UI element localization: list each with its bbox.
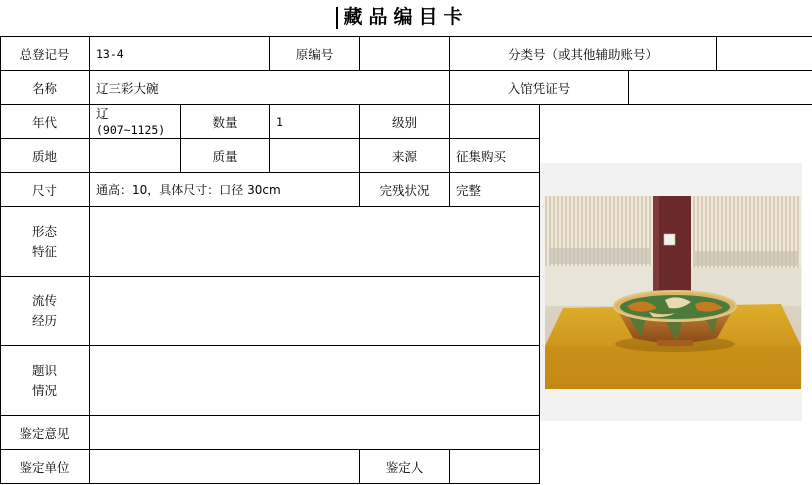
total-reg-no-label: 总登记号	[19, 46, 70, 62]
category-no-value[interactable]	[717, 37, 812, 70]
quantity-label: 数量	[212, 114, 238, 130]
orig-no-value[interactable]	[360, 37, 449, 70]
form-label-line2: 特征	[31, 243, 57, 259]
grade-value[interactable]	[450, 105, 539, 138]
name-label: 名称	[31, 80, 57, 96]
grade-label: 级别	[391, 114, 417, 130]
source-label: 来源	[391, 148, 417, 164]
era-value[interactable]	[90, 105, 180, 138]
appraisal-opinion-value[interactable]	[90, 416, 539, 449]
grid-line	[0, 483, 540, 484]
form-features-label	[0, 207, 89, 276]
appraisal-opinion-label: 鉴定意见	[19, 425, 70, 441]
appraiser-value[interactable]	[450, 450, 539, 483]
inscription-label-line1: 题识	[31, 362, 57, 378]
entry-voucher-label: 入馆凭证号	[507, 80, 571, 96]
size-value[interactable]: 通高：10，具体尺寸：口径 30cm	[96, 183, 281, 197]
era-label: 年代	[31, 114, 57, 130]
inscription-label-line2: 情况	[31, 382, 57, 398]
weight-value[interactable]	[270, 139, 359, 172]
artifact-photo-frame	[540, 163, 802, 421]
era-value-years: (907~1125)	[96, 123, 166, 137]
condition-value[interactable]: 完整	[456, 182, 482, 198]
weight-label: 质量	[212, 148, 238, 164]
appraisal-unit-value[interactable]	[90, 450, 359, 483]
entry-voucher-value[interactable]	[629, 71, 812, 104]
material-label: 质地	[31, 148, 57, 164]
provenance-value[interactable]	[90, 277, 539, 345]
text-cursor	[336, 7, 338, 29]
category-no-label: 分类号（或其他辅助账号）	[507, 46, 658, 62]
inscription-value[interactable]	[90, 346, 539, 415]
material-value[interactable]	[90, 139, 180, 172]
name-value[interactable]: 辽三彩大碗	[96, 80, 159, 96]
provenance-label-line2: 经历	[31, 313, 57, 328]
total-reg-no-value[interactable]: 13-4	[96, 46, 124, 61]
appraiser-label: 鉴定人	[385, 459, 424, 475]
quantity-value[interactable]: 1	[276, 114, 283, 129]
provenance-label	[0, 277, 89, 345]
orig-no-label: 原编号	[295, 46, 334, 62]
appraisal-unit-label: 鉴定单位	[19, 459, 70, 475]
form-features-value[interactable]	[90, 207, 539, 276]
source-value[interactable]: 征集购买	[456, 148, 507, 164]
era-value-dynasty: 辽	[96, 106, 109, 121]
artifact-photo	[545, 196, 801, 389]
condition-label: 完残状况	[379, 182, 430, 198]
form-label-line1: 形态	[31, 223, 57, 239]
provenance-label-line1: 流传	[31, 293, 57, 308]
card-title: 藏品编目卡	[343, 6, 469, 28]
inscription-label	[0, 346, 89, 415]
size-label: 尺寸	[31, 182, 57, 198]
